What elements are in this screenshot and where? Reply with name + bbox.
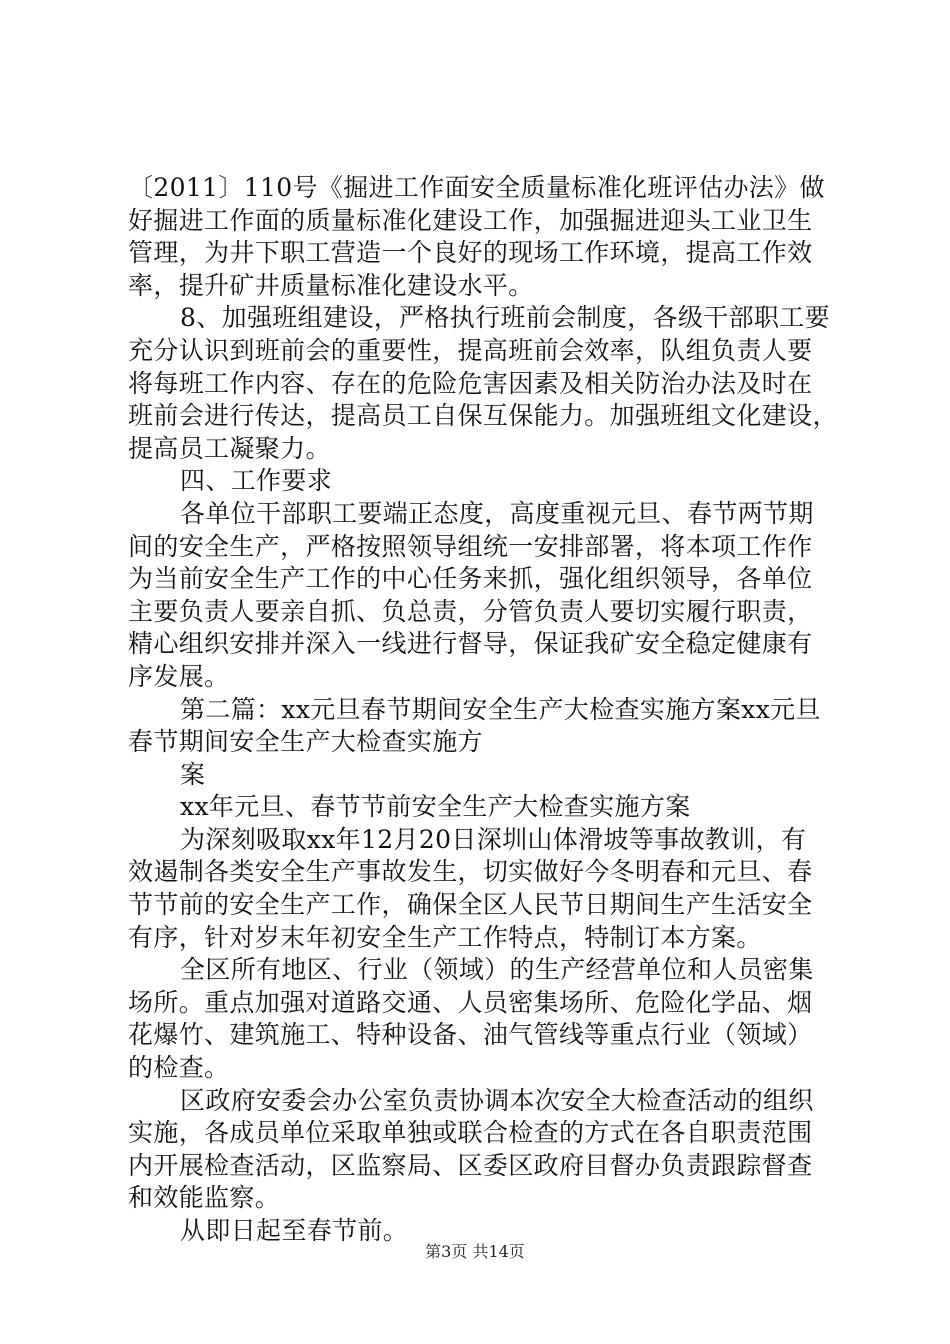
section-heading: 四、工作要求 (180, 466, 333, 496)
chapter-heading: 第二篇：xx元旦春节期间安全生产大检查实施方案xx元旦 (180, 694, 821, 724)
document-title: xx年元旦、春节节前安全生产大检查实施方案 (180, 792, 691, 822)
body-line: 为当前安全生产工作的中心任务来抓，强化组织领导，各单位 (128, 564, 813, 594)
body-line: 主要负责人要亲自抓、负总责，分管负责人要切实履行职责， (128, 596, 813, 626)
paragraph-start-line: 为深刻吸取xx年12月20日深圳山体滑坡等事故教训，有 (180, 824, 807, 854)
body-line: 间的安全生产，严格按照领导组统一安排部署，将本项工作作 (128, 531, 813, 561)
paragraph-start-line: 8、加强班组建设，严格执行班前会制度，各级干部职工要 (180, 303, 831, 333)
body-line: 场所。重点加强对道路交通、人员密集场所、危险化学品、烟 (128, 987, 813, 1017)
body-line: 精心组织安排并深入一线进行督导，保证我矿安全稳定健康有 (128, 629, 813, 659)
body-line: 将每班工作内容、存在的危险危害因素及相关防治办法及时在 (128, 368, 813, 398)
body-line: 内开展检查活动，区监察局、区委区政府目督办负责跟踪督查 (128, 1150, 813, 1180)
body-line: 有序，针对岁末年初安全生产工作特点，特制订本方案。 (128, 922, 762, 952)
body-line: 提高员工凝聚力。 (128, 433, 331, 463)
body-line: 管理，为井下职工营造一个良好的现场工作环境，提高工作效 (128, 238, 813, 268)
chapter-heading-continued: 春节期间安全生产大检查实施方 (128, 727, 483, 757)
page-number-footer: 第3页 共14页 (425, 1242, 525, 1261)
paragraph-start-line: 区政府安委会办公室负责协调本次安全大检查活动的组织 (180, 1085, 814, 1115)
body-line: 效遏制各类安全生产事故发生，切实做好今冬明春和元旦、春 (128, 857, 813, 887)
document-body (128, 172, 838, 1248)
paragraph-start-line: 各单位干部职工要端正态度，高度重视元旦、春节两节期 (180, 498, 814, 528)
body-line: 节节前的安全生产工作，确保全区人民节日期间生产生活安全 (128, 890, 813, 920)
body-line: 花爆竹、建筑施工、特种设备、油气管线等重点行业（领域） (128, 1020, 813, 1050)
paragraph-start-line: 全区所有地区、行业（领域）的生产经营单位和人员密集 (180, 955, 814, 985)
body-line: 〔2011〕110号《掘进工作面安全质量标准化班评估办法》做 (128, 173, 825, 202)
paragraph-start-line: 从即日起至春节前。 (180, 1216, 409, 1245)
body-line: 好掘进工作面的质量标准化建设工作，加强掘进迎头工业卫生 (128, 205, 813, 235)
body-line: 充分认识到班前会的重要性，提高班前会效率，队组负责人要 (128, 335, 813, 365)
chapter-heading-continued: 案 (180, 759, 206, 789)
body-line: 率，提升矿井质量标准化建设水平。 (128, 270, 534, 300)
body-line: 和效能监察。 (128, 1183, 281, 1213)
body-line: 的检查。 (128, 1053, 230, 1083)
body-line: 实施，各成员单位采取单独或联合检查的方式在各自职责范围 (128, 1118, 813, 1148)
body-line: 班前会进行传达，提高员工自保互保能力。加强班组文化建设， (128, 401, 838, 431)
body-line: 序发展。 (128, 661, 230, 691)
